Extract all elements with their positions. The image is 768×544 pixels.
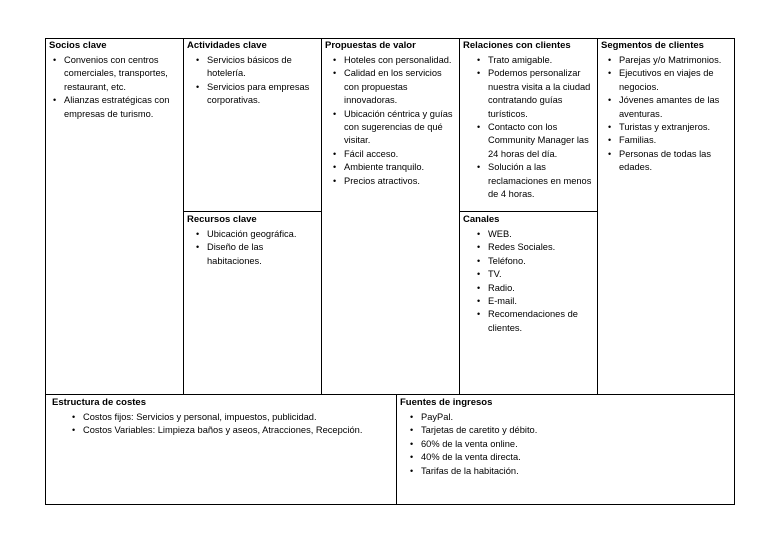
list-item: • Calidad en los servicios con propuestas innovadoras. — [333, 68, 442, 106]
list-item: • Redes Sociales. — [477, 242, 556, 253]
section-canales — [463, 213, 595, 393]
list-item: • PayPal. — [410, 412, 454, 422]
divider — [459, 211, 597, 212]
divider — [597, 39, 598, 394]
divider — [459, 39, 460, 394]
bullet-list — [52, 411, 394, 438]
section-estructura-de-costes — [52, 396, 394, 504]
section-propuestas-de-valor — [325, 39, 457, 393]
bullet-list — [601, 54, 733, 175]
list-item: • Hoteles con personalidad. — [333, 55, 452, 65]
divider — [321, 39, 322, 394]
list-item: • Tarifas de la habitación. — [410, 465, 519, 476]
list-item: • Tarjetas de caretito y débito. — [410, 425, 538, 436]
list-item: • Ejecutivos en viajes de negocios. — [608, 68, 714, 92]
bullet-list — [463, 54, 595, 201]
list-item: • Solución a las reclamaciones en menos de 4 horas. — [477, 162, 592, 200]
list-item: • Costos fijos: Servicios y personal, impuestos, publicidad. — [72, 412, 317, 422]
list-item: • Jóvenes amantes de las aventuras. — [608, 95, 720, 119]
section-title: Estructura de costes — [52, 397, 146, 408]
business-model-canvas — [45, 38, 735, 505]
list-item: • Trato amigable. — [477, 55, 553, 65]
section-title: Canales — [463, 214, 500, 225]
list-item: • Alianzas estratégicas con empresas de turismo. — [53, 95, 170, 119]
list-item: • Turistas y extranjeros. — [608, 122, 711, 133]
bullet-list — [49, 54, 181, 121]
list-item: • Contacto con los Community Manager las 24 horas del día. — [477, 122, 589, 159]
bullet-list — [187, 228, 319, 268]
list-item: • Costos Variables: Limpieza baños y aseos, Atracciones, Recepción. — [72, 425, 363, 436]
list-item: • Familias. — [608, 135, 657, 146]
list-item: • Convenios con centros comerciales, transportes, restaurant, etc. — [53, 55, 168, 92]
list-item: • Ubicación geográfica. — [196, 229, 297, 239]
bullet-list — [325, 54, 457, 188]
bullet-list — [400, 411, 732, 478]
list-item: • Recomendaciones de clientes. — [477, 309, 578, 333]
list-item: • Fácil acceso. — [333, 148, 399, 159]
list-item: • Precios atractivos. — [333, 175, 420, 186]
section-fuentes-de-ingresos — [400, 396, 732, 504]
list-item: • 60% de la venta online. — [410, 438, 518, 449]
list-item: • WEB. — [477, 229, 512, 239]
list-item: • Teléfono. — [477, 255, 526, 266]
section-title: Propuestas de valor — [325, 40, 416, 51]
list-item: • TV. — [477, 269, 502, 280]
section-segmentos-de-clientes — [601, 39, 733, 393]
list-item: • E-mail. — [477, 296, 517, 307]
section-title: Recursos clave — [187, 214, 257, 225]
bullet-list — [187, 54, 319, 108]
list-item: • Servicios para empresas corporativas. — [196, 81, 310, 106]
list-item: • Radio. — [477, 282, 515, 293]
list-item: • 40% de la venta directa. — [410, 452, 521, 463]
list-item: • Parejas y/o Matrimonios. — [608, 55, 722, 65]
list-item: • Personas de todas las edades. — [608, 148, 711, 173]
section-title: Relaciones con clientes — [463, 40, 571, 51]
section-socios-clave — [49, 39, 181, 393]
section-relaciones-con-clientes — [463, 39, 595, 210]
list-item: • Podemos personalizar nuestra visita a la ciudad contratando guías turísticos. — [477, 68, 591, 119]
section-title: Fuentes de ingresos — [400, 397, 493, 408]
section-recursos-clave — [187, 213, 319, 393]
section-title: Actividades clave — [187, 40, 267, 51]
section-actividades-clave — [187, 39, 319, 210]
bullet-list — [463, 228, 595, 335]
section-title: Socios clave — [49, 40, 107, 51]
section-title: Segmentos de clientes — [601, 40, 704, 51]
list-item: • Ubicación céntrica y guías con sugerencias de qué visitar. — [333, 108, 453, 146]
divider — [396, 394, 397, 504]
list-item: • Servicios básicos de hotelería. — [196, 55, 292, 79]
divider — [183, 211, 321, 212]
divider — [46, 394, 734, 395]
list-item: • Diseño de las habitaciones. — [196, 242, 264, 266]
list-item: • Ambiente tranquilo. — [333, 162, 425, 173]
divider — [183, 39, 184, 394]
